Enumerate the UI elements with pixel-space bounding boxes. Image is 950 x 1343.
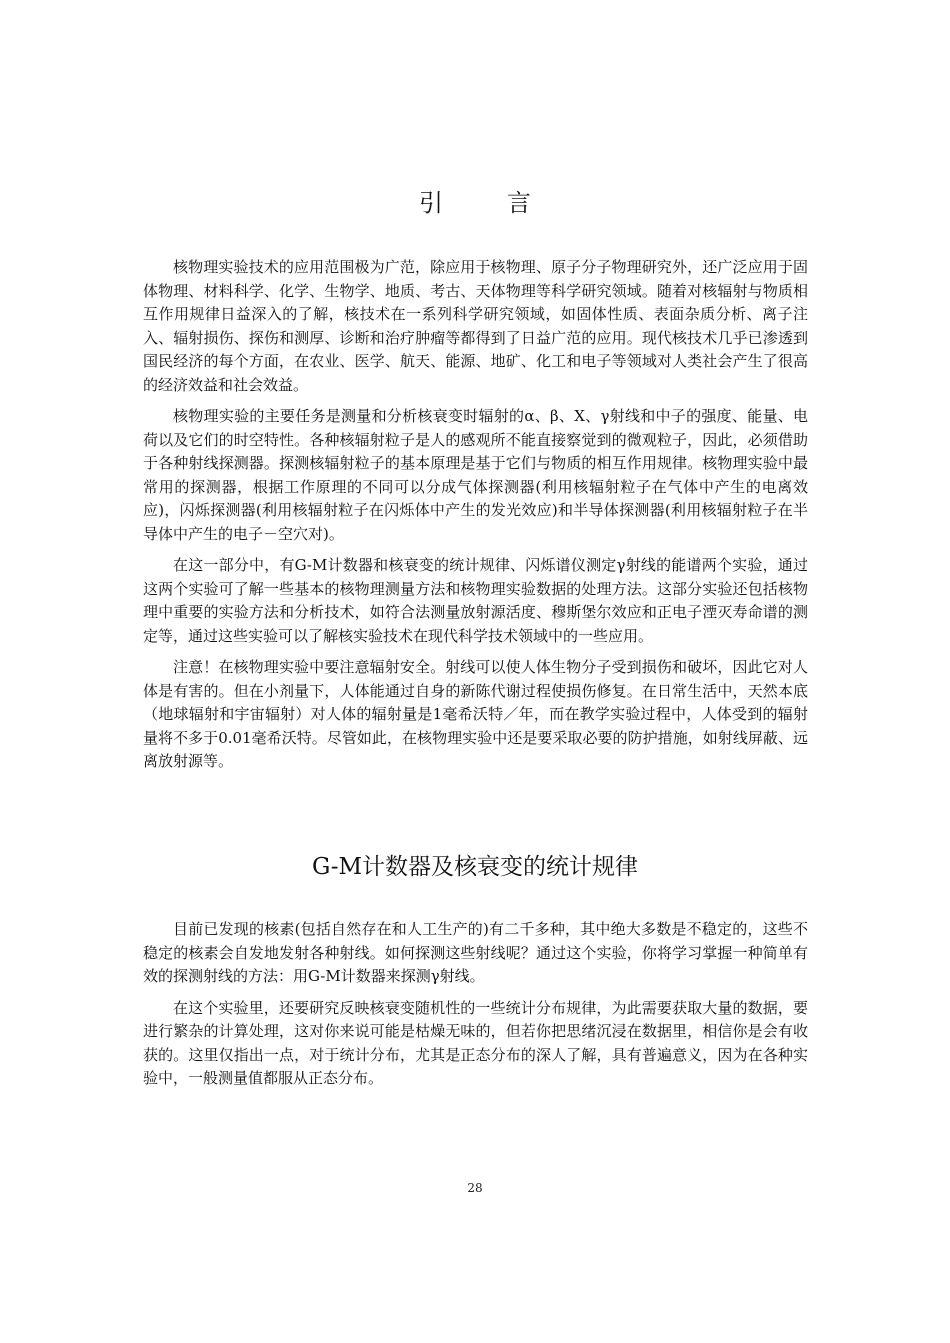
intro-paragraph-3: 在这一部分中，有G-M计数器和核衰变的统计规律、闪烁谱仪测定γ射线的能谱两个实验，通过这两个实验可了解一些基本的核物理测量方法和核物理实验数据的处理方法。这部分实验还包括核物理中重要的实验方法和分析技术，如符合法测量放射源活度、穆斯堡尔效应和正电子湮灭寿命谱的测定等，通过这些实验可以了解核实验技术在现代科学技术领域中的一些应用。 xyxy=(143,556,808,645)
page-number: 28 xyxy=(467,1181,483,1195)
intro-heading: 引 言 xyxy=(419,189,551,217)
intro-body xyxy=(143,256,808,782)
section-heading: G-M计数器及核衰变的统计规律 xyxy=(311,854,639,880)
section-body xyxy=(143,918,808,1099)
section-paragraph-2: 在这个实验里，还要研究反映核衰变随机性的一些统计分布规律，为此需要获取大量的数据，要进行繁杂的计算处理，这对你来说可能是枯燥无味的，但若你把思绪沉浸在数据里，相信你是会有收获的。这里仅指出一点，对于统计分布，尤其是正态分布的深人了解，具有普遍意义，因为在各种实验中，一般测量值都服从正态分布。 xyxy=(143,998,808,1087)
intro-paragraph-2: 核物理实验的主要任务是测量和分析核衰变时辐射的α、β、X、γ射线和中子的强度、能量、电荷以及它们的时空特性。各种核辐射粒子是人的感观所不能直接察觉到的微观粒子，因此，必须借助于各种射线探测器。探测核辐射粒子的基本原理是基于它们与物质的相互作用规律。核物理实验中最常用的探测器，根据工作原理的不同可以分成气体探测器(利用核辐射粒子在气体中产生的电离效应)，闪烁探测器(利用核辐射粒子在闪烁体中产生的发光效应)和半导体探测器(利用核辐射粒子在半导体中产生的电子－空穴对)。 xyxy=(143,407,808,543)
intro-paragraph-4: 注意！在核物理实验中要注意辐射安全。射线可以使人体生物分子受到损伤和破坏，因此它对人体是有害的。但在小剂量下，人体能通过自身的新陈代谢过程使损伤修复。在日常生活中，天然本底（地球辐射和宇宙辐射）对人体的辐射量是1毫希沃特／年，而在教学实验过程中，人体受到的辐射量将不多于0.01毫希沃特。尽管如此，在核物理实验中还是要采取必要的防护措施，如射线屏蔽、远离放射源等。 xyxy=(143,658,808,770)
section-paragraph-1: 目前已发现的核素(包括自然存在和人工生产的)有二千多种，其中绝大多数是不稳定的，这些不稳定的核素会自发地发射各种射线。如何探测这些射线呢？通过这个实验，你将学习掌握一种简单有效的探测射线的方法：用G-M计数器来探测γ射线。 xyxy=(143,920,808,985)
intro-paragraph-1: 核物理实验技术的应用范围极为广范，除应用于核物理、原子分子物理研究外，还广泛应用于固体物理、材料科学、化学、生物学、地质、考古、天体物理等科学研究领域。随着对核辐射与物质相互作用规律日益深入的了解，核技术在一系列科学研究领域，如固体性质、表面杂质分析、离子注入、辐射损伤、探伤和测厚、诊断和治疗肿瘤等都得到了日益广范的应用。现代核技术几乎已渗透到国民经济的每个方面，在农业、医学、航天、能源、地矿、化工和电子等领域对人类社会产生了很高的经济效益和社会效益。 xyxy=(143,258,808,394)
